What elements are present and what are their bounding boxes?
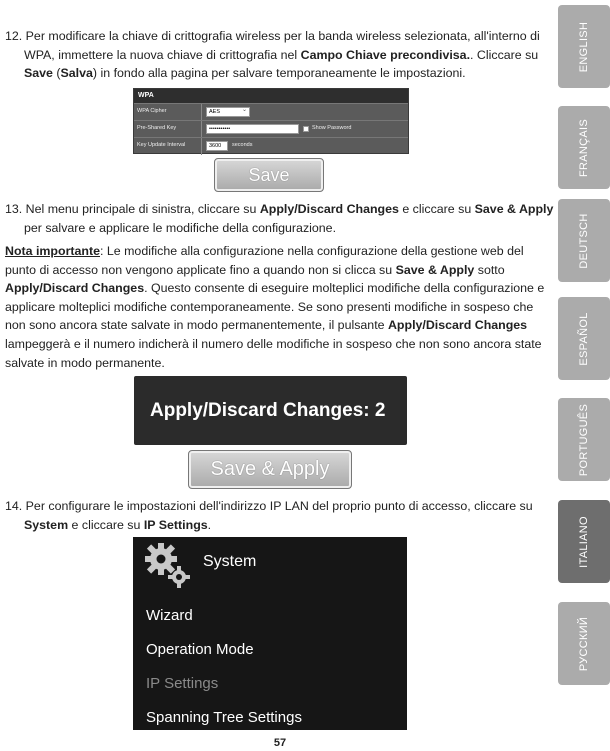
tab-italiano[interactable] (558, 500, 610, 583)
step-12-part: ( (52, 66, 61, 81)
note-part: sotto (474, 262, 505, 277)
show-password-checkbox[interactable] (303, 126, 309, 132)
wpa-settings-panel (133, 88, 409, 154)
row-divider (201, 121, 202, 138)
step-14-text (5, 497, 555, 534)
menu-system[interactable]: System (203, 553, 257, 570)
note-bold: Apply/Discard Changes (5, 281, 145, 296)
note-part: : Le modifiche alla configurazione nella configurazione della gestione web del punto di accesso non vengono applicate fino a quando non si clicca su (5, 244, 524, 277)
step-13-text (5, 200, 555, 237)
page-number: 57 (273, 737, 287, 749)
menu-item-wizard[interactable]: Wizard (146, 607, 193, 624)
seconds-label: seconds (232, 142, 253, 148)
tab-english[interactable] (558, 5, 610, 88)
step-13-bold: Save & Apply (474, 202, 554, 216)
step-12-text (5, 27, 555, 83)
important-note-title: Nota importante (5, 244, 100, 258)
important-note (5, 242, 555, 372)
menu-item-operation-mode[interactable]: Operation Mode (146, 641, 254, 658)
tab-portugues[interactable] (558, 398, 610, 481)
tab-label: ESPAÑOL (578, 311, 590, 366)
tab-francais[interactable] (558, 106, 610, 189)
key-update-interval-label: Key Update Interval (137, 142, 186, 148)
note-bold: Apply/Discard Changes (387, 318, 528, 333)
step-12-bold: Salva (60, 66, 93, 81)
show-password-label: Show Password (312, 125, 352, 131)
tab-espanol[interactable] (558, 297, 610, 380)
menu-item-ip-settings[interactable]: IP Settings (146, 675, 219, 692)
save-apply-button[interactable]: Save & Apply (188, 450, 352, 489)
step-12-part: 12. Per modificare la chiave di crittografia wireless per la banda wireless selezionata, all'interno di WPA, immettere la nuova chiave di crittografia nel (5, 29, 540, 62)
step-14-bold: IP Settings (143, 517, 208, 532)
pre-shared-key-input[interactable]: ••••••••••• (206, 124, 299, 134)
step-13-part: 13. Nel menu principale di sinistra, cliccare su (5, 202, 260, 216)
key-update-interval-input[interactable]: 3600 (206, 141, 228, 151)
step-13-part: per salvare e applicare le modifiche della configurazione. (24, 220, 337, 235)
chevron-down-icon: ⌄ (242, 107, 248, 113)
note-part: . Questo consente di eseguire molteplici modifiche della configurazione e applicare molteplici modifiche contemporaneamente. Se sono presenti modifiche in sospeso che non sono ancora state salvate in modo permanentemente, il pulsante (5, 281, 545, 333)
step-12-bold: Save (24, 66, 53, 81)
pre-shared-key-label: Pre-Shared Key (137, 125, 177, 131)
apply-discard-changes-button[interactable]: Apply/Discard Changes: 2 (134, 376, 407, 445)
step-14-part: e cliccare su (68, 517, 144, 532)
step-12-bold: Campo Chiave precondivisa. (300, 47, 471, 62)
step-13-part: e cliccare su (398, 202, 475, 216)
system-menu-panel (133, 537, 407, 730)
tab-label: ENGLISH (578, 21, 590, 72)
menu-item-spanning-tree-settings[interactable]: Spanning Tree Settings (146, 709, 302, 726)
wpa-panel-title: WPA (134, 89, 408, 103)
step-14-part: . (207, 517, 212, 532)
step-12-part: ) in fondo alla pagina per salvare temporaneamente le impostazioni. (92, 66, 466, 81)
step-13-bold: Apply/Discard Changes (259, 202, 399, 216)
step-12-part: . Cliccare su (470, 47, 539, 62)
tab-deutsch[interactable] (558, 199, 610, 282)
row-divider (201, 138, 202, 155)
gears-icon (141, 541, 197, 591)
step-14-part: 14. Per configurare le impostazioni dell'indirizzo IP LAN del proprio punto di accesso, cliccare su (5, 499, 533, 513)
note-part: lampeggerà e il numero indicherà il numero delle modifiche in sospeso che non sono ancora state salvate in modo permanente. (5, 336, 542, 370)
wpa-cipher-select[interactable]: AES (206, 107, 250, 117)
pre-shared-key-row (134, 120, 408, 137)
save-button[interactable]: Save (214, 158, 324, 192)
tab-label: ITALIANO (578, 515, 590, 568)
tab-label: FRANÇAIS (578, 118, 590, 177)
key-update-interval-row (134, 137, 408, 154)
tab-russkiy[interactable] (558, 602, 610, 685)
row-divider (201, 104, 202, 121)
wpa-cipher-label: WPA Cipher (137, 108, 167, 114)
step-14-bold: System (24, 517, 69, 532)
tab-label: DEUTSCH (578, 212, 590, 269)
tab-label: PORTUGUÊS (578, 403, 590, 476)
tab-label: РУССКИЙ (578, 616, 590, 671)
note-bold: Save & Apply (395, 262, 475, 277)
wpa-cipher-row (134, 103, 408, 120)
